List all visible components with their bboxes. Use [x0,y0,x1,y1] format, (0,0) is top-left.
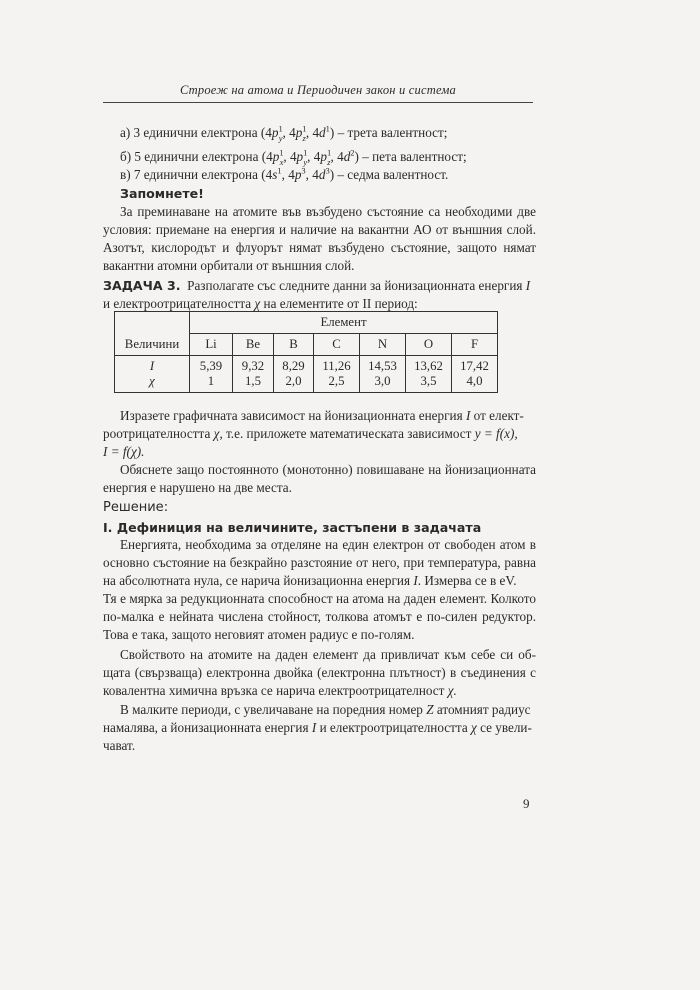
electronegativity-li: 1 [207,374,215,388]
element-b: B [274,334,314,356]
p3-text-1a: В малките периоди, с увеличаване на поредния номер [120,702,423,717]
electronegativity-f: 4,0 [466,374,483,388]
task-label: ЗАДАЧА 3. [103,278,181,293]
question-eq-y: y = f(x), [474,426,518,441]
question-text-1a: Изразете графичната зависимост на йонизационната енергия [120,408,463,423]
row-labels-cell [115,356,190,393]
p1-var-i: I [413,573,418,588]
p2-var-chi: χ. [447,683,457,698]
question-line-1 [120,406,536,426]
task-text-2b: на елементите от II период: [263,296,418,311]
task-text-1: Разполагате със следните данни за йонизационната енергия [187,278,523,293]
task-line-1 [103,276,536,296]
solution-colon: : [163,500,169,515]
question-text-2b: , т.е. приложете математическата зависимост [219,426,472,441]
solution-title [103,498,536,518]
remember-title: Запомнете! [120,186,204,201]
p1-line-3 [103,571,536,591]
remember-line-4: вакантни атомни орбитали от външния слой. [103,258,355,273]
element-f: F [452,334,498,356]
question-line-5: енергия е нарушено на две места. [103,480,292,495]
element-n: N [360,334,406,356]
section-1-title: I. Дефиниция на величините, застъпени в задачата [103,520,482,535]
ionization-n: 14,53 [368,359,397,373]
page-number: 9 [523,796,530,811]
p3-var-chi: χ [470,720,477,735]
p3-line-3: чават. [103,738,136,753]
quantity-header: Величини [115,312,190,356]
ionization-f: 17,42 [460,359,489,373]
question-line-3 [103,442,536,462]
ionization-li: 5,39 [199,359,223,373]
value-cell-o [406,356,452,393]
option-v: в) 7 единични електрона ($4s^1$, $4p^3$, $4d^3$) – седма валентност. [120,165,449,182]
p3-line-1 [120,700,536,720]
p2-line-2: щата (свързваща) електронна двойка (електронна плътност) в съединения с [103,665,536,680]
element-be: Be [233,334,274,356]
p1-line-2: основно състояние на безкрайно разстояние от него, при температура, равна [103,555,536,570]
value-cell-be [233,356,274,393]
question-eq-i: I = f(χ). [103,444,145,459]
element-header: Елемент [190,312,498,334]
p1-text-3: на абсолютната нула, се нарича йонизационна енергия [103,573,411,588]
row-label-i: I [149,359,155,373]
p2-line-3 [103,681,536,701]
header-rule [103,102,533,103]
task-var-chi: χ [254,296,261,311]
question-text-1b: от елект- [473,408,524,423]
electronegativity-o: 3,5 [420,374,437,388]
p1-line-1: Енергията, необходима за отделяне на един електрон от свободен атом в [120,537,536,552]
electronegativity-c: 2,5 [328,374,345,388]
p3-text-2c: се увели- [480,720,532,735]
question-var-chi: χ [213,426,220,441]
task-var-i: I [525,278,531,293]
p2-text-3: ковалентна химична връзка се нарича електроотрицателност [103,683,445,698]
p1-line-5: по-малка е нейната числена стойност, толкова атомът е по-силен редуктор. [103,609,536,624]
p3-line-2 [103,718,536,738]
row-label-chi: χ [149,374,155,388]
remember-line-2: условия: приемане на енергия и наличие на вакантни АО от външния слой. [103,222,536,237]
remember-line-1: За преминаване на атомите във възбудено състояние са необходими две [120,204,536,219]
electronegativity-b: 2,0 [285,374,302,388]
option-b: б) 5 единични електрона ($4p^1_x$, $4p^1_y$, $4p^1_z$, $4d^2$) – пета валентност; [120,147,467,167]
p2-line-1: Свойството на атомите на даден елемент да привличат към себе си об- [120,647,536,662]
element-data-table [114,311,498,393]
question-var-i: I [465,408,471,423]
value-cell-li [190,356,233,393]
electronegativity-be: 1,5 [245,374,261,388]
electronegativity-n: 3,0 [374,374,391,388]
p3-text-1b: атомният радиус [436,702,531,717]
value-cell-b [274,356,314,393]
p1-tail: . Измерва се в eV. [417,573,517,588]
p3-text-2a: намалява, а йонизационната енергия [103,720,309,735]
p3-var-i: I [311,720,317,735]
p3-var-z: Z [426,702,434,717]
question-line-4: Обяснете защо постоянното (монотонно) повишаване на йонизационната [120,462,536,477]
value-cell-n [360,356,406,393]
question-text-2a: роотрицателността [103,426,211,441]
task-text-2a: и електроотрицателността [103,296,252,311]
p3-text-2b: и електроотрицателността [319,720,468,735]
ionization-c: 11,26 [322,359,351,373]
ionization-be: 9,32 [241,359,265,373]
remember-line-3: Азотът, кислородът и флуорът нямат възбудено състояние, защото нямат [103,240,536,255]
ionization-o: 13,62 [414,359,443,373]
running-header: Строеж на атома и Периодичен закон и система [179,83,457,97]
option-a: а) 3 единични електрона ($4p^1_y$, $4p^1_z$, $4d^1$) – трета валентност; [120,123,448,143]
p1-line-6: Това е така, защото неговият атомен радиус е по-голям. [103,627,415,642]
solution-title-text: Решение [103,500,164,515]
value-cell-c [314,356,360,393]
ionization-b: 8,29 [282,359,305,373]
question-line-2 [103,424,536,444]
element-c: C [314,334,360,356]
element-li: Li [190,334,233,356]
p1-line-4: Тя е мярка за редукционната способност на атома на даден елемент. Колкото [103,591,536,606]
value-cell-f [452,356,498,393]
element-o: O [406,334,452,356]
